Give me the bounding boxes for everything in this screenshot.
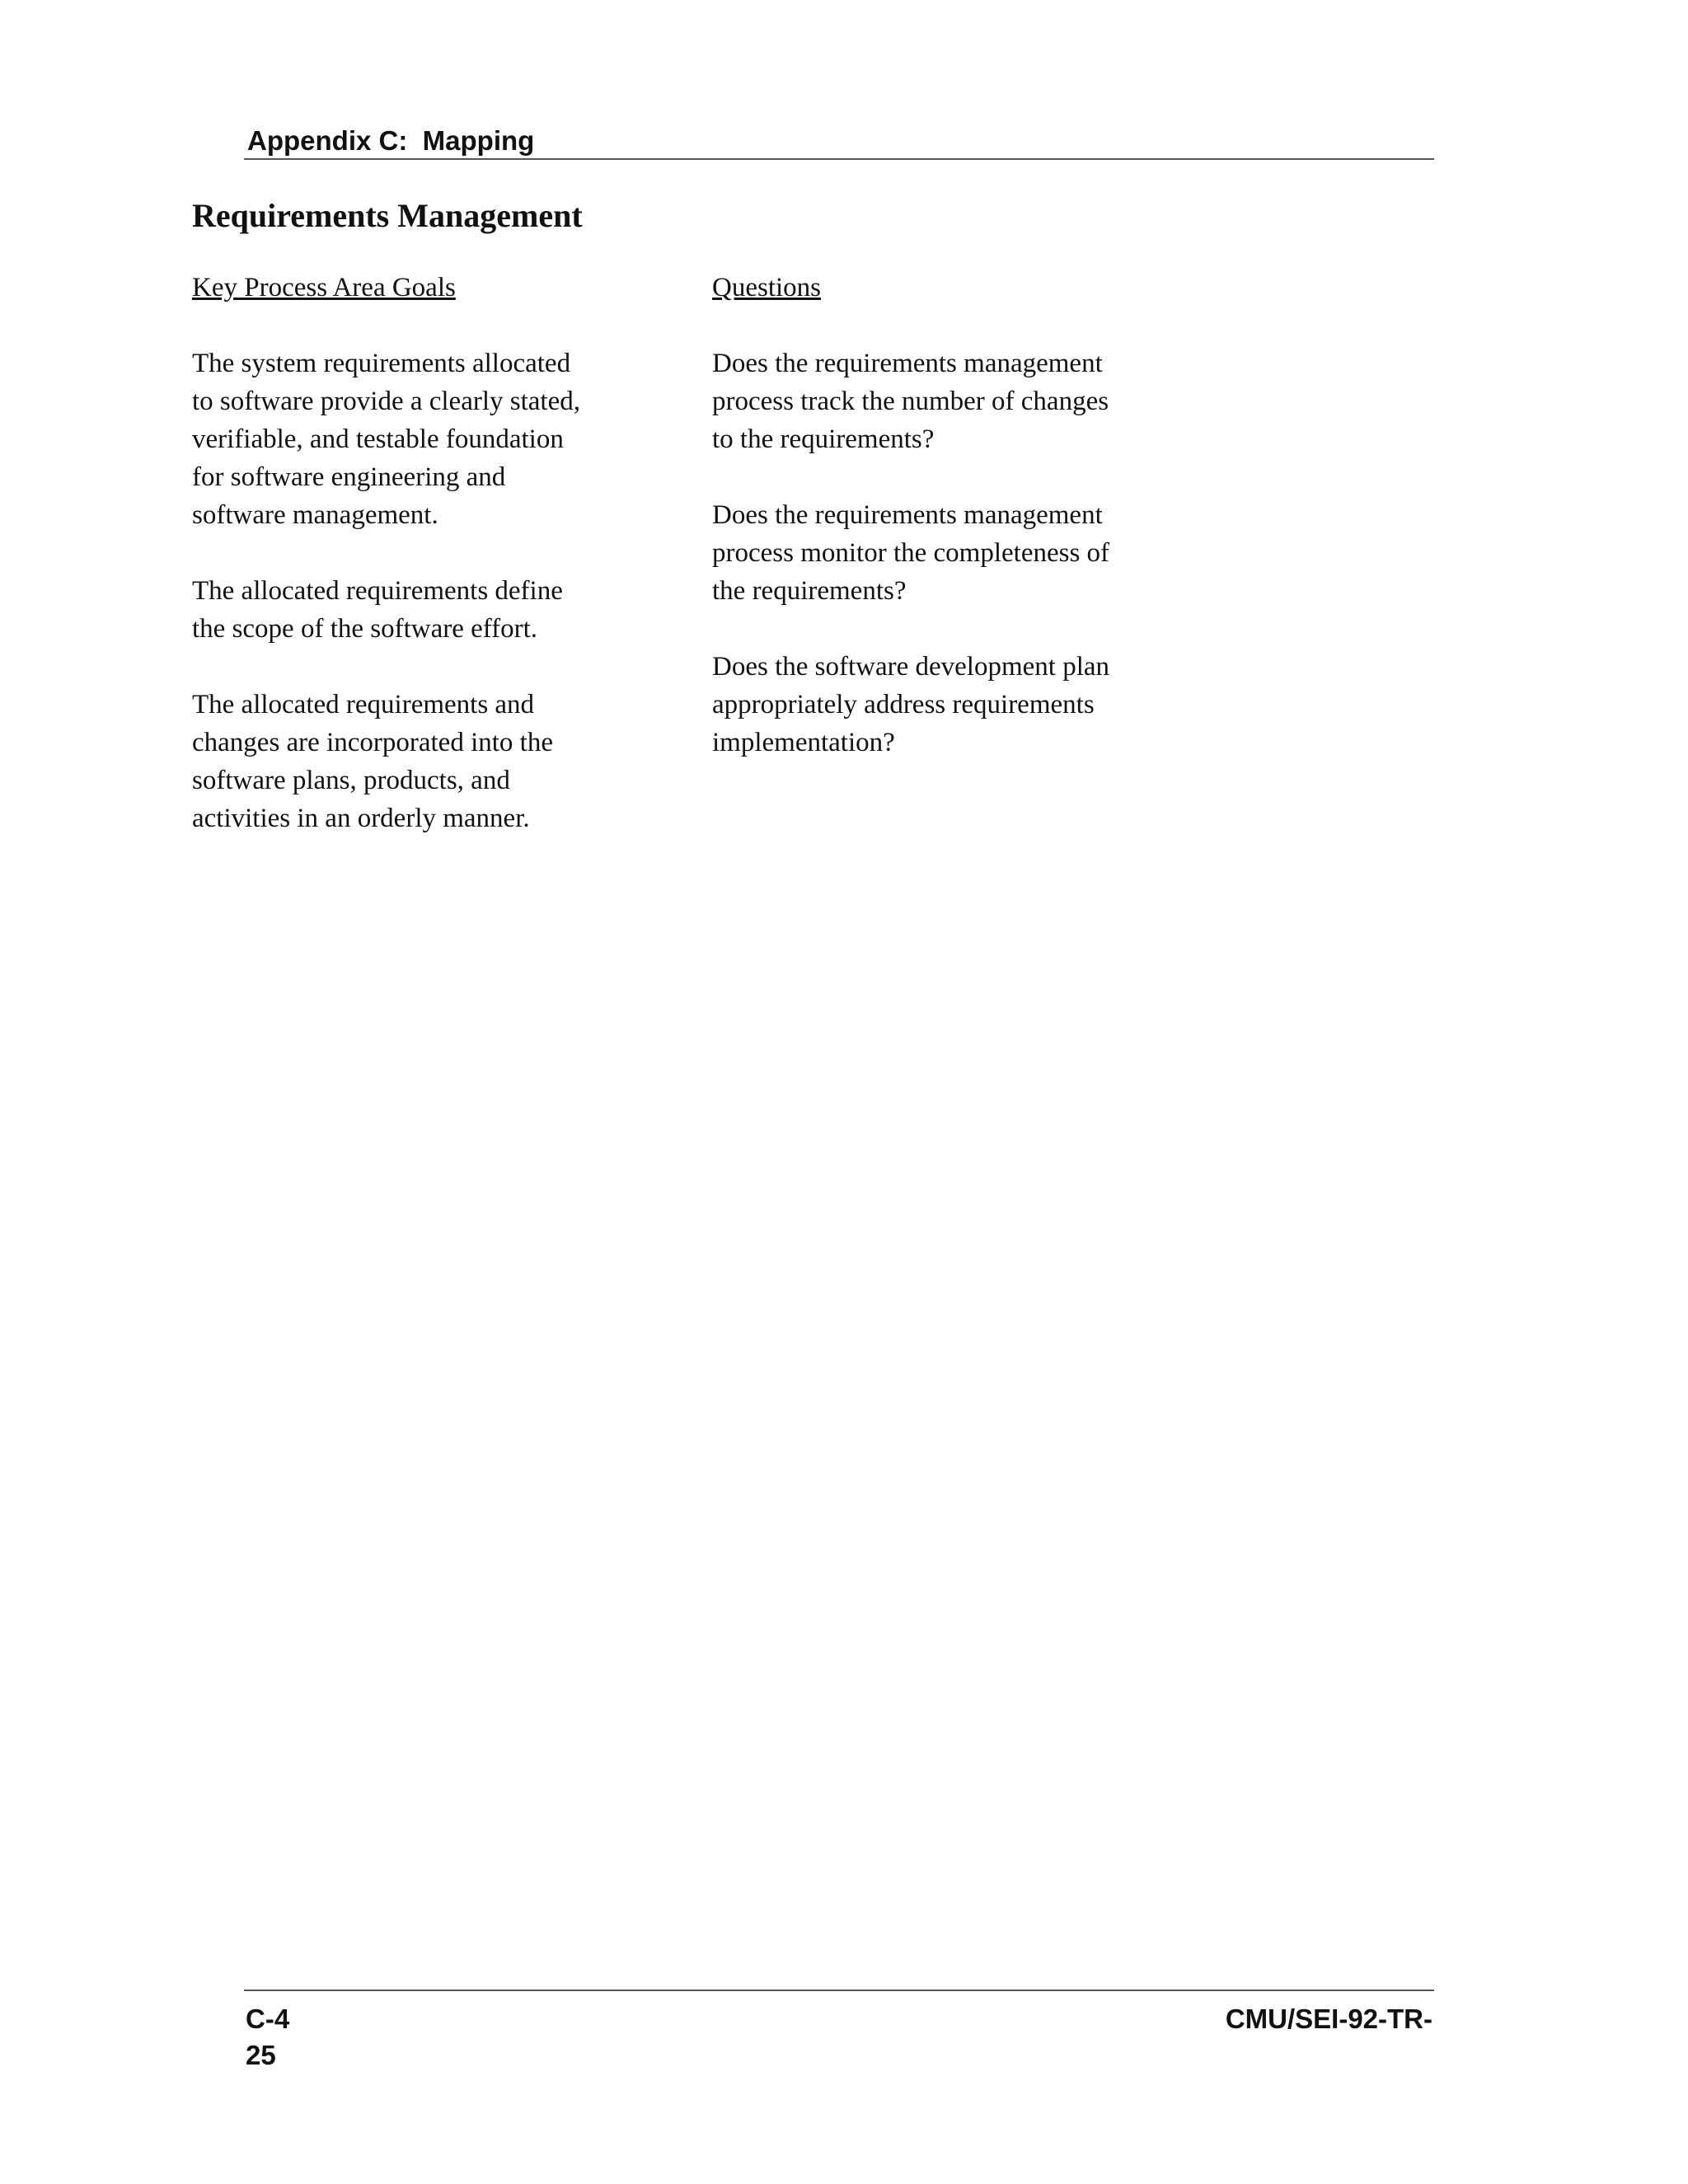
question-item: Does the requirements management process monitor the completeness of the requirements?	[712, 500, 1110, 606]
question-item: Does the software development plan appropriately address requirements implementation?	[712, 652, 1110, 757]
questions-heading: Questions	[712, 273, 821, 302]
running-footer	[244, 1990, 1434, 2070]
questions-column	[712, 269, 1174, 799]
goal-item: The system requirements allocated to software provide a clearly stated, verifiable, and testable foundation for software engineering and software management.	[192, 349, 580, 530]
document-id: CMU/SEI-92-TR-	[1225, 2004, 1432, 2034]
goals-heading: Key Process Area Goals	[192, 273, 456, 302]
section-title: Requirements Management	[192, 197, 583, 234]
running-header	[244, 122, 1434, 160]
goal-item: The allocated requirements define the scope of the software effort.	[192, 576, 563, 644]
running-header-title: Appendix C: Mapping	[247, 125, 535, 156]
goals-column	[192, 269, 654, 875]
goal-item: The allocated requirements and changes are incorporated into the software plans, products, and activities in an orderly manner.	[192, 690, 553, 833]
page-number: C-4 25	[246, 2004, 290, 2070]
question-item: Does the requirements management process track the number of changes to the requirements?	[712, 349, 1109, 454]
